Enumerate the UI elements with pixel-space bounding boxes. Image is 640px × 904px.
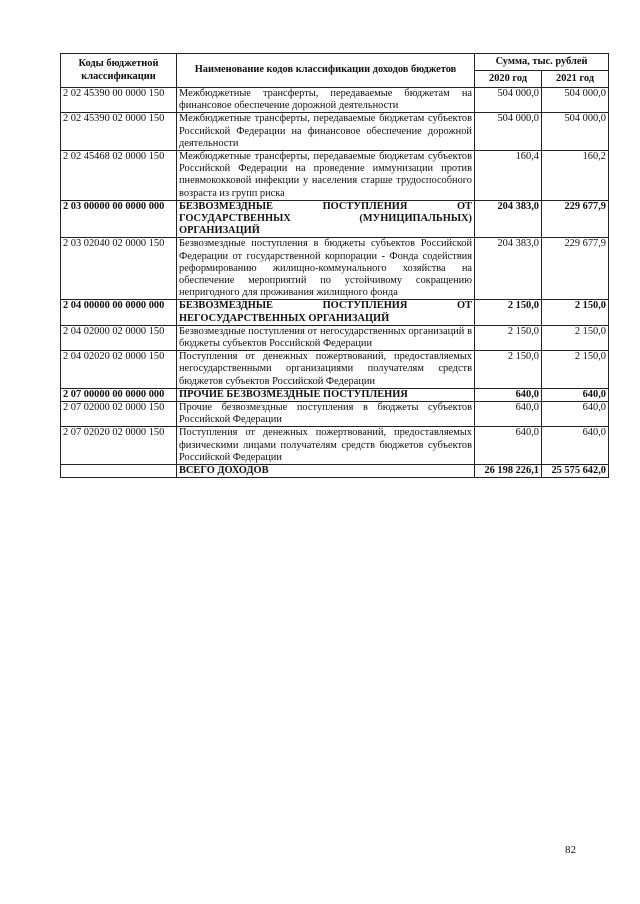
row-value-2021: 2 150,0 [542,325,609,350]
row-value-2020: 640,0 [475,388,542,401]
row-value-2021: 504 000,0 [542,113,609,151]
row-value-2021: 504 000,0 [542,88,609,113]
row-code: 2 03 00000 00 0000 000 [61,200,177,238]
row-value-2021: 640,0 [542,388,609,401]
row-value-2021: 2 150,0 [542,300,609,325]
row-name: Межбюджетные трансферты, передаваемые бюджетам субъектов Российской Федерации на проведение иммунизации против пневмококковой инфекции у населения старше трудоспособного возраста из групп риска [177,151,475,201]
header-code: Коды бюджетной классификации [61,54,177,88]
row-value-2021: 2 150,0 [542,351,609,389]
row-value-2020: 2 150,0 [475,351,542,389]
header-year-2020: 2020 год [475,71,542,88]
row-code: 2 04 00000 00 0000 000 [61,300,177,325]
row-value-2021: 229 677,9 [542,200,609,238]
row-code: 2 07 02000 02 0000 150 [61,402,177,427]
header-name: Наименование кодов классификации доходов бюджетов [177,54,475,88]
row-name: Поступления от денежных пожертвований, предоставляемых негосударственными организациями получателям средств бюджетов субъектов Российской Федерации [177,351,475,389]
table-row-section [61,300,609,325]
row-name: Безвозмездные поступления в бюджеты субъектов Российской Федерации от государственной корпорации - Фонда содействия реформированию жилищно-коммунального хозяйства на обеспечение мероприятий по устойчивому сокращению непригодного для проживания жилищного фонда [177,238,475,300]
total-value-2020: 26 198 226,1 [475,465,542,478]
table-row [61,151,609,201]
header-sum: Сумма, тыс. рублей [475,54,609,71]
revenue-table [60,53,609,478]
total-code [61,465,177,478]
row-code: 2 02 45390 00 0000 150 [61,88,177,113]
row-value-2020: 504 000,0 [475,113,542,151]
row-value-2021: 160,2 [542,151,609,201]
row-code: 2 03 02040 02 0000 150 [61,238,177,300]
row-name: БЕЗВОЗМЕЗДНЫЕ ПОСТУПЛЕНИЯ ОТ ГОСУДАРСТВЕННЫХ (МУНИЦИПАЛЬНЫХ) ОРГАНИЗАЦИЙ [177,200,475,238]
table-row [61,402,609,427]
table-row [61,427,609,465]
table-body [61,88,609,478]
row-code: 2 02 45468 02 0000 150 [61,151,177,201]
row-value-2020: 2 150,0 [475,325,542,350]
row-code: 2 04 02000 02 0000 150 [61,325,177,350]
row-name: ПРОЧИЕ БЕЗВОЗМЕЗДНЫЕ ПОСТУПЛЕНИЯ [177,388,475,401]
row-name: Прочие безвозмездные поступления в бюджеты субъектов Российской Федерации [177,402,475,427]
table-row [61,113,609,151]
row-value-2020: 160,4 [475,151,542,201]
row-name: Поступления от денежных пожертвований, предоставляемых физическими лицами получателям средств бюджетов субъектов Российской Федерации [177,427,475,465]
row-value-2020: 640,0 [475,427,542,465]
row-code: 2 02 45390 02 0000 150 [61,113,177,151]
table-row [61,325,609,350]
row-value-2021: 640,0 [542,427,609,465]
row-value-2021: 229 677,9 [542,238,609,300]
total-value-2021: 25 575 642,0 [542,465,609,478]
row-value-2020: 640,0 [475,402,542,427]
row-name: БЕЗВОЗМЕЗДНЫЕ ПОСТУПЛЕНИЯ ОТ НЕГОСУДАРСТВЕННЫХ ОРГАНИЗАЦИЙ [177,300,475,325]
row-name: Межбюджетные трансферты, передаваемые бюджетам субъектов Российской Федерации на финансовое обеспечение дорожной деятельности [177,113,475,151]
table-row-section [61,388,609,401]
table-row [61,88,609,113]
row-name: Межбюджетные трансферты, передаваемые бюджетам на финансовое обеспечение дорожной деятельности [177,88,475,113]
row-value-2020: 504 000,0 [475,88,542,113]
table-row-section [61,200,609,238]
row-code: 2 07 00000 00 0000 000 [61,388,177,401]
row-value-2021: 640,0 [542,402,609,427]
row-value-2020: 204 383,0 [475,238,542,300]
header-year-2021: 2021 год [542,71,609,88]
total-label: ВСЕГО ДОХОДОВ [177,465,475,478]
row-value-2020: 2 150,0 [475,300,542,325]
row-code: 2 04 02020 02 0000 150 [61,351,177,389]
row-value-2020: 204 383,0 [475,200,542,238]
table-row [61,238,609,300]
row-code: 2 07 02020 02 0000 150 [61,427,177,465]
page-number: 82 [565,844,576,856]
table-row [61,351,609,389]
row-name: Безвозмездные поступления от негосударственных организаций в бюджеты субъектов Российской Федерации [177,325,475,350]
table-row-total [61,465,609,478]
